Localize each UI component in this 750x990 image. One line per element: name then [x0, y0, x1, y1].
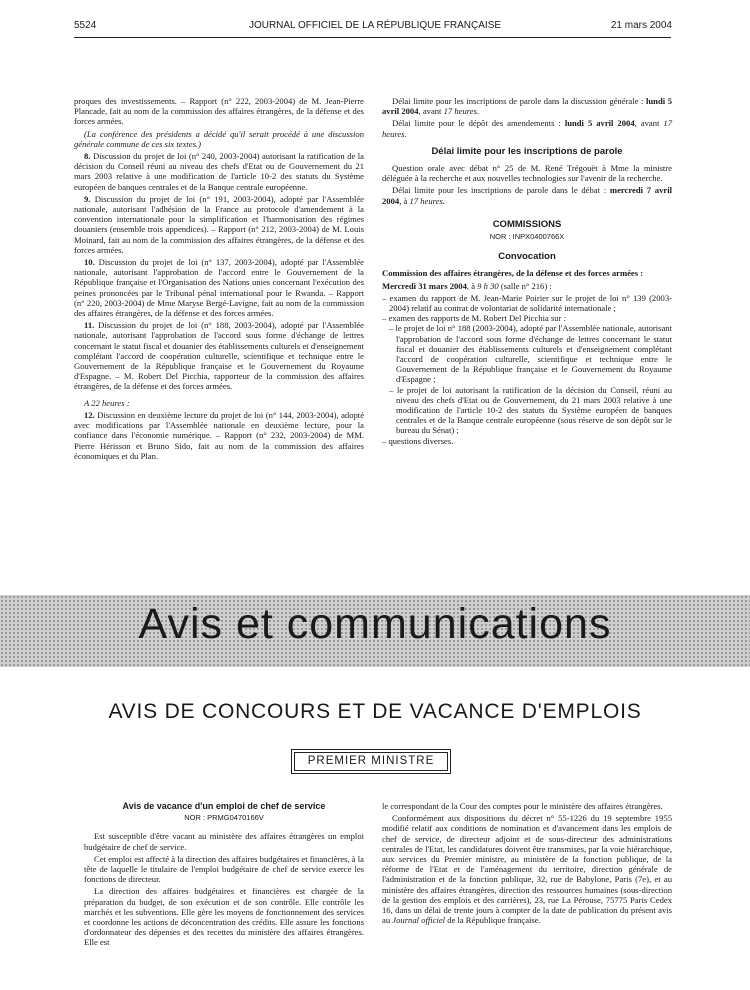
agenda-item-10: 10. Discussion du projet de loi (n° 137, 2003-2004), adopté par l'Assemblée nationale, autorisant l'approbation de l'accord entre le Gouvernement de la République française et l'Organisation des Nations unies concernant l'exécution des peines prononcées par le Tribunal pénal international pour le Rwanda. – Rapport (n° 220, 2003-2004) de Mme Maryse Bergé-Lavigne, fait au nom de la commission des affaires étrangères, de la défense et des forces armées. — [74, 257, 364, 319]
list-item: – le projet de loi autorisant la ratification de la décision du Conseil, réuni au niveau des chefs d'Etat ou de Gouvernement, du 21 mars 2003 relative à une modification de l'article 10-2 des statuts du Système européen de banques centrales et de la Banque centrale européenne (sous réserve de son dépôt sur le bureau du Sénat) ; — [389, 384, 672, 436]
agenda-item-8: 8. Discussion du projet de loi (n° 240, 2003-2004) autorisant la ratification de la décision du Conseil réuni au niveau des chefs d'Etat ou de Gouvernement du 21 mars 2003 relative à une modification de l'article 10-2 des statuts du Système européen de banques centrales et de la Banque centrale européenne. — [74, 151, 364, 192]
agenda-item-9: 9. Discussion du projet de loi (n° 191, 2003-2004), adopté par l'Assemblée nationale, autorisant l'adhésion de la France au protocole d'amendement à la convention internationale pour la simplification et l'harmonisation des régimes douaniers (ensemble trois appendices). – Rapport (n° 212, 2003-2004) de M. Louis Moinard, fait au nom de la commission des affaires étrangères, de la défense et des forces armées. — [74, 193, 364, 255]
section-title: AVIS DE CONCOURS ET DE VACANCE D'EMPLOIS — [108, 700, 642, 723]
commissions-heading: COMMISSIONS — [492, 218, 562, 230]
paragraph: La direction des affaires budgétaires et financières est chargée de la préparation du budget, de son exécution et de son contrôle. Elle contrôle les marchés et les subventions. Elle gère les moyens de fonctionnement des services et coordonne les actions de déconcentration des crédits. Elle assure les fonctions d'ordonnateur des dépenses et des recettes du ministère des affaires étrangères. Elle est — [84, 886, 364, 948]
paragraph: le correspondant de la Cour des comptes pour le ministère des affaires étrangères. — [382, 801, 663, 811]
paragraph: proques des investissements. – Rapport (n° 222, 2003-2004) de M. Jean-Pierre Plancade, fait au nom de la commission des affaires étrangères, de la défense et des forces armées. — [74, 96, 364, 127]
commission-name: Commission des affaires étrangères, de la défense et des forces armées : — [382, 268, 644, 279]
paragraph: Conformément aux dispositions du décret n° 55-1226 du 19 septembre 1955 modifié relatif aux conditions de nomination et d'avancement dans les emplois de chef de service, de directeur adjoint et de sous-directeur des administrations centrales de l'Etat, les candidatures doivent être transmises, par la voie hiérarchique, aux services du Premier ministre, au ministère de la fonction publique, de la réforme de l'Etat et de l'aménagement du territoire, direction générale de l'administration et de la fonction publique, 32, rue de Babylone, Paris (7e), et au ministère des affaires étrangères, direction des ressources humaines (sous-direction de la gestion des emplois et des carrières), 23, rue La Pérouse, 75775 Paris Cedex 16, dans un délai de trente jours à compter de la date de publication du présent avis au Journal officiel de la République française. — [382, 813, 672, 926]
paragraph: Question orale avec débat n° 25 de M. René Trégouët à Mme la ministre déléguée à la recherche et aux nouvelles technologies sur l'avenir de la recherche. — [382, 163, 672, 184]
header-rule — [74, 37, 671, 38]
meeting-date: Mercredi 31 mars 2004, à 9 h 30 (salle n° 216) : — [382, 280, 552, 291]
nor-reference: NOR : INPX0400766X — [489, 232, 565, 242]
vacancy-right-column — [382, 801, 672, 927]
ministry-label: PREMIER MINISTRE — [294, 752, 448, 771]
list-item: – examen des rapports de M. Robert Del Picchia sur : — [382, 313, 567, 324]
deadline-paragraph: Délai limite pour le dépôt des amendements : lundi 5 avril 2004, avant 17 heures. — [382, 118, 672, 139]
time-heading: A 22 heures : — [84, 397, 130, 408]
paragraph: Cet emploi est affecté à la direction des affaires budgétaires et financières, à la tête de laquelle le titulaire de l'emploi budgétaire de chef de service exerce les fonctions de directeur. — [84, 853, 364, 885]
agenda-list — [382, 293, 672, 446]
note-paragraph: (La conférence des présidents a décidé qu'il serait procédé à une discussion générale commune de ces six textes.) — [74, 128, 364, 149]
vacancy-heading: Avis de vacance d'un emploi de chef de service — [122, 801, 326, 811]
deadline-paragraph: Délai limite pour les inscriptions de parole dans le débat : mercredi 7 avril 2004, à 17 heures. — [382, 185, 672, 206]
agenda-item-12: 12. Discussion en deuxième lecture du projet de loi (n° 144, 2003-2004), adopté avec modifications par l'Assemblée nationale en deuxième lecture, pour la confiance dans l'économie numérique. – Rapport (n° 232, 2003-2004) de MM. Pierre Hérisson et Bruno Sido, fait au nom de la commission des affaires économiques et du Plan. — [74, 409, 365, 461]
page-number: 5524 — [74, 20, 97, 31]
paragraph: Est susceptible d'être vacant au ministère des affaires étrangères un emploi budgétaire de chef de service. — [84, 831, 364, 852]
deadline-paragraph: Délai limite pour les inscriptions de parole dans la discussion générale : lundi 5 avril 2004, avant 17 heures. — [382, 96, 673, 117]
ministry-box — [291, 749, 451, 774]
convocation-heading: Convocation — [498, 251, 556, 263]
left-column — [74, 96, 364, 463]
vacancy-left-column — [84, 801, 364, 950]
section-heading: Délai limite pour les inscriptions de parole — [431, 145, 623, 157]
nor-reference: NOR : PRMG0470166V — [184, 813, 264, 823]
banner-title: Avis et communications — [138, 600, 612, 648]
journal-title: JOURNAL OFFICIEL DE LA RÉPUBLIQUE FRANÇAISE — [248, 20, 502, 31]
issue-date: 21 mars 2004 — [610, 20, 672, 31]
right-column — [382, 96, 672, 446]
list-item: – examen du rapport de M. Jean-Marie Poirier sur le projet de loi n° 139 (2003-2004) relatif au contrat de volontariat de solidarité internationale ; — [382, 292, 672, 314]
agenda-item-11: 11. Discussion du projet de loi (n° 188, 2003-2004), adopté par l'Assemblée nationale, autorisant l'approbation de l'accord sous forme d'échange de lettres concernant le statut fiscal et douanier des établissements culturels et d'enseignement complétant l'accord de coopération culturelle, scientifique et technique entre le Gouvernement de la République française et le Gouvernement du Royaume d'Espagne. – M. Robert Del Picchia, rapporteur de la commission des affaires étrangères, de la défense et des forces armées. — [74, 320, 364, 392]
list-item: – le projet de loi n° 188 (2003-2004), adopté par l'Assemblée nationale, autorisant l'approbation de l'accord sous forme d'échange de lettres concernant le statut fiscal et douanier des établissements culturels et d'enseignement complétant l'accord de coopération culturelle, scientifique et technique entre le Gouvernement de la République française et le Gouvernement du Royaume d'Espagne ; — [389, 323, 672, 385]
list-item: – questions diverses. — [382, 435, 454, 446]
